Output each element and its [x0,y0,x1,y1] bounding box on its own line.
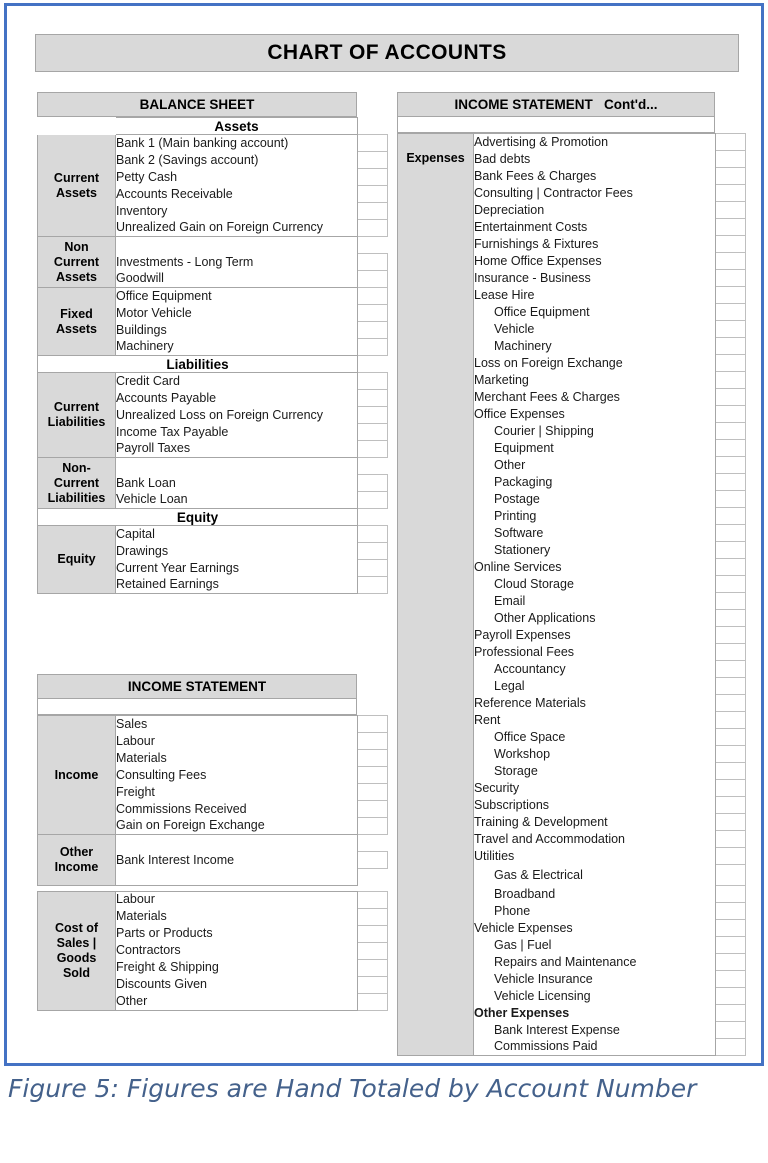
account-name-blank [116,835,358,852]
account-name: Machinery [116,339,358,356]
account-amount-box[interactable] [716,355,746,372]
account-amount-box[interactable] [716,903,746,920]
account-name: Email [474,593,716,610]
account-name: Discounts Given [116,976,358,993]
account-name: Printing [474,508,716,525]
account-amount-box[interactable] [358,784,388,801]
income-statement-header: INCOME STATEMENT [37,674,357,699]
account-amount-box[interactable] [716,831,746,848]
account-amount-box[interactable] [716,185,746,202]
account-amount-box[interactable] [716,610,746,627]
account-amount-box[interactable] [358,767,388,784]
account-amount-box[interactable] [716,644,746,661]
income-statement-contd-header: INCOME STATEMENT Cont'd... [397,92,715,117]
account-name: Bank Loan [116,475,358,492]
account-name: Stationery [474,542,716,559]
account-amount-box[interactable] [358,441,388,458]
account-amount-box[interactable] [716,1005,746,1022]
account-amount-box[interactable] [716,971,746,988]
account-name: Parts or Products [116,925,358,942]
account-amount-box[interactable] [358,750,388,767]
account-name: Software [474,525,716,542]
amount-spacer [358,835,388,852]
group-label: Current Liabilities [38,373,116,458]
table-row [38,135,388,152]
account-name: Commissions Paid [474,1039,716,1056]
account-name: Office Expenses [474,406,716,423]
account-name: Reference Materials [474,695,716,712]
account-name: Gain on Foreign Exchange [116,818,358,835]
account-amount-box[interactable] [358,271,388,288]
group-label: Current Assets [38,135,116,237]
table-row [398,134,746,151]
account-name: Other [116,993,358,1010]
balance-sheet-table [37,117,388,594]
account-name: Phone [474,903,716,920]
account-name-blank [116,869,358,886]
table-row [38,891,388,908]
account-name: Retained Earnings [116,577,358,594]
account-amount-box[interactable] [716,988,746,1005]
group-label: Cost of Sales | Goods Sold [38,891,116,1010]
account-amount-box[interactable] [716,920,746,937]
account-name: Unrealized Gain on Foreign Currency [116,220,358,237]
account-name: Online Services [474,559,716,576]
account-amount-box[interactable] [716,763,746,780]
section-band-row [38,118,388,135]
account-amount-box[interactable] [716,236,746,253]
account-name: Freight [116,784,358,801]
account-amount-box[interactable] [716,338,746,355]
account-name: Other Applications [474,610,716,627]
account-amount-box[interactable] [358,733,388,750]
income-statement-contd-block [397,92,745,1056]
income-statement-spacer [37,699,357,715]
account-amount-box[interactable] [358,339,388,356]
account-amount-box[interactable] [716,559,746,576]
account-name: Capital [116,526,358,543]
figure-caption: Figure 5: Figures are Hand Totaled by Account Number [8,1074,697,1103]
account-name: Gas | Fuel [474,937,716,954]
account-amount-box[interactable] [358,288,388,305]
account-amount-box[interactable] [358,390,388,407]
group-label: Expenses [398,134,474,1056]
account-amount-box[interactable] [358,543,388,560]
account-name: Consulting | Contractor Fees [474,185,716,202]
account-name: Contractors [116,942,358,959]
account-name: Consulting Fees [116,767,358,784]
table-row [38,373,388,390]
account-name: Vehicle [474,321,716,338]
account-name: Broadband [474,886,716,903]
account-name: Machinery [474,338,716,355]
balance-sheet-header: BALANCE SHEET [37,92,357,117]
account-name: Loss on Foreign Exchange [474,355,716,372]
account-amount-box[interactable] [358,818,388,835]
amount-spacer [358,356,388,373]
account-name: Bank 2 (Savings account) [116,152,358,169]
account-name: Accounts Payable [116,390,358,407]
account-name: Materials [116,908,358,925]
account-name-blank [116,458,358,475]
group-label: Other Income [38,835,116,886]
account-name: Payroll Taxes [116,441,358,458]
income-statement-table [37,715,388,1011]
account-amount-box[interactable] [716,287,746,304]
amount-spacer [358,237,388,254]
account-name: Freight & Shipping [116,959,358,976]
account-amount-box[interactable] [358,407,388,424]
account-name: Workshop [474,746,716,763]
table-row [38,288,388,305]
account-amount-box[interactable] [358,577,388,594]
account-amount-box[interactable] [716,457,746,474]
account-amount-box[interactable] [716,1039,746,1056]
account-name: Materials [116,750,358,767]
account-amount-box[interactable] [358,925,388,942]
account-amount-box[interactable] [716,372,746,389]
page-title: CHART OF ACCOUNTS [35,34,739,72]
account-amount-box[interactable] [716,491,746,508]
account-name: Marketing [474,372,716,389]
account-name: Sales [116,716,358,733]
account-name: Bad debts [474,151,716,168]
account-name: Office Equipment [474,304,716,321]
group-label-blank [38,118,116,135]
account-amount-box[interactable] [358,492,388,509]
account-amount-box[interactable] [716,168,746,185]
account-name: Accounts Receivable [116,186,358,203]
account-name: Entertainment Costs [474,219,716,236]
account-amount-box[interactable] [716,678,746,695]
table-row [38,458,388,475]
account-name: Bank 1 (Main banking account) [116,135,358,152]
account-name: Training & Development [474,814,716,831]
account-amount-box[interactable] [716,797,746,814]
account-name: Bank Interest Expense [474,1022,716,1039]
account-name: Current Year Earnings [116,560,358,577]
account-amount-box[interactable] [716,661,746,678]
account-amount-box[interactable] [716,729,746,746]
account-amount-box[interactable] [716,202,746,219]
account-amount-box[interactable] [716,270,746,287]
account-name: Investments - Long Term [116,254,358,271]
balance-sheet-block [37,92,387,594]
account-name: Travel and Accommodation [474,831,716,848]
account-amount-box[interactable] [358,942,388,959]
group-label: Income [38,716,116,835]
table-row [38,237,388,254]
account-amount-box[interactable] [716,423,746,440]
section-band-label: Equity [38,509,358,526]
account-name: Drawings [116,543,358,560]
account-name: Utilities [474,848,716,865]
account-name: Unrealized Loss on Foreign Currency [116,407,358,424]
account-amount-box[interactable] [716,937,746,954]
account-name: Payroll Expenses [474,627,716,644]
account-name: Accountancy [474,661,716,678]
account-name: Goodwill [116,271,358,288]
account-amount-box[interactable] [716,525,746,542]
account-amount-box[interactable] [716,542,746,559]
account-name: Commissions Received [116,801,358,818]
account-amount-box[interactable] [716,474,746,491]
account-name: Bank Interest Income [116,852,358,869]
account-amount-box[interactable] [358,716,388,733]
group-label: Equity [38,526,116,594]
account-amount-box[interactable] [358,220,388,237]
account-name: Insurance - Business [474,270,716,287]
amount-spacer [358,458,388,475]
section-band-row [38,356,388,373]
account-name: Home Office Expenses [474,253,716,270]
account-amount-box[interactable] [716,406,746,423]
account-amount-box[interactable] [716,321,746,338]
account-name: Income Tax Payable [116,424,358,441]
account-name: Furnishings & Fixtures [474,236,716,253]
account-amount-box[interactable] [358,976,388,993]
account-amount-box[interactable] [358,560,388,577]
income-statement-block [37,674,387,1011]
account-amount-box[interactable] [716,1022,746,1039]
account-amount-box[interactable] [358,959,388,976]
account-name: Other Expenses [474,1005,716,1022]
account-amount-box[interactable] [358,801,388,818]
account-name: Vehicle Loan [116,492,358,509]
group-label: Fixed Assets [38,288,116,356]
account-name: Advertising & Promotion [474,134,716,151]
account-name: Cloud Storage [474,576,716,593]
account-amount-box[interactable] [716,304,746,321]
account-name: Vehicle Licensing [474,988,716,1005]
group-label: Non- Current Liabilities [38,458,116,509]
section-band-row [38,509,388,526]
account-name: Petty Cash [116,169,358,186]
account-amount-box[interactable] [358,152,388,169]
account-amount-box[interactable] [358,373,388,390]
account-name: Inventory [116,203,358,220]
account-amount-box[interactable] [358,186,388,203]
section-band-label: Liabilities [38,356,358,373]
figure-frame [4,3,764,1066]
account-amount-box[interactable] [716,627,746,644]
account-amount-box[interactable] [716,151,746,168]
table-row [38,716,388,733]
account-amount-box[interactable] [358,993,388,1010]
account-amount-box[interactable] [716,712,746,729]
account-amount-box[interactable] [358,322,388,339]
account-amount-box[interactable] [716,508,746,525]
account-name: Bank Fees & Charges [474,168,716,185]
account-name: Vehicle Expenses [474,920,716,937]
account-name: Buildings [116,322,358,339]
account-name: Credit Card [116,373,358,390]
expenses-table [397,133,746,1056]
account-name-blank [116,237,358,254]
account-amount-box[interactable] [716,219,746,236]
account-amount-box[interactable] [358,891,388,908]
account-name: Depreciation [474,202,716,219]
account-amount-box[interactable] [716,954,746,971]
account-amount-box[interactable] [358,169,388,186]
amount-spacer [358,118,388,135]
account-amount-box[interactable] [716,848,746,865]
account-amount-box[interactable] [716,576,746,593]
account-name: Lease Hire [474,287,716,304]
account-name: Equipment [474,440,716,457]
account-amount-box[interactable] [716,780,746,797]
group-label: Non Current Assets [38,237,116,288]
amount-spacer [358,509,388,526]
section-band-label: Assets [116,118,358,135]
account-name: Rent [474,712,716,729]
account-name: Merchant Fees & Charges [474,389,716,406]
account-name: Professional Fees [474,644,716,661]
account-name: Packaging [474,474,716,491]
account-name: Gas & Electrical [474,865,716,886]
account-amount-box[interactable] [716,593,746,610]
account-amount-box[interactable] [358,203,388,220]
account-name: Legal [474,678,716,695]
account-amount-box[interactable] [716,440,746,457]
account-amount-box[interactable] [358,424,388,441]
account-amount-box[interactable] [358,254,388,271]
account-name: Vehicle Insurance [474,971,716,988]
account-amount-box[interactable] [716,886,746,903]
account-amount-box[interactable] [716,865,746,886]
account-name: Subscriptions [474,797,716,814]
account-amount-box[interactable] [716,253,746,270]
account-name: Storage [474,763,716,780]
account-amount-box[interactable] [716,134,746,151]
account-amount-box[interactable] [358,526,388,543]
account-amount-box[interactable] [716,389,746,406]
income-statement-contd-spacer [397,117,715,133]
amount-spacer [358,869,388,886]
account-amount-box[interactable] [716,746,746,763]
account-name: Postage [474,491,716,508]
account-name: Courier | Shipping [474,423,716,440]
account-amount-box[interactable] [358,305,388,322]
table-row [38,526,388,543]
account-name: Labour [116,733,358,750]
account-amount-box[interactable] [716,695,746,712]
account-name: Other [474,457,716,474]
account-amount-box[interactable] [358,135,388,152]
table-row [38,835,388,852]
account-amount-box[interactable] [358,852,388,869]
account-amount-box[interactable] [358,475,388,492]
account-name: Office Equipment [116,288,358,305]
account-amount-box[interactable] [358,908,388,925]
account-name: Repairs and Maintenance [474,954,716,971]
account-name: Office Space [474,729,716,746]
account-name: Motor Vehicle [116,305,358,322]
account-amount-box[interactable] [716,814,746,831]
account-name: Security [474,780,716,797]
account-name: Labour [116,891,358,908]
